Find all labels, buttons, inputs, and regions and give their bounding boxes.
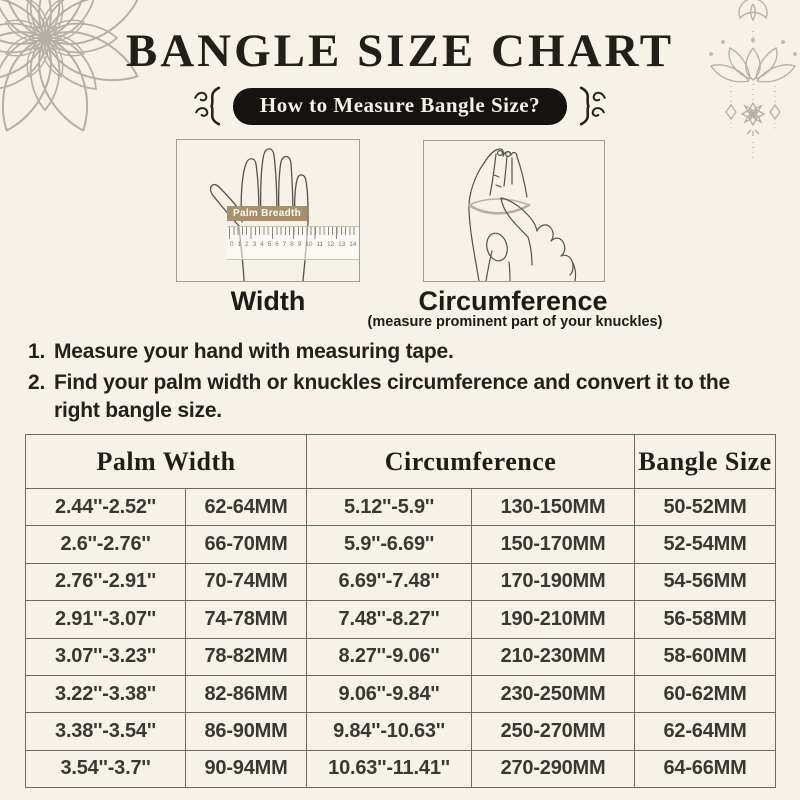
cell: 64-66MM bbox=[635, 750, 776, 787]
table-row bbox=[26, 675, 776, 712]
cell: 190-210MM bbox=[472, 601, 635, 638]
cell: 82-86MM bbox=[186, 675, 307, 712]
ruler-numbers: 0 1 2 3 4 5 6 7 8 9 10 11 12 13 14 bbox=[230, 241, 357, 248]
cell: 3.38''-3.54'' bbox=[26, 713, 186, 750]
cell: 5.9''-6.69'' bbox=[307, 526, 472, 563]
cell: 270-290MM bbox=[472, 750, 635, 787]
cell: 230-250MM bbox=[472, 675, 635, 712]
page-title: BANGLE SIZE CHART bbox=[125, 25, 675, 77]
cell: 5.12''-5.9'' bbox=[307, 489, 472, 526]
flourish-swirl-right-icon bbox=[576, 86, 608, 126]
instruction-number: 2. bbox=[28, 371, 46, 394]
column-header-palm-width: Palm Width bbox=[26, 435, 307, 489]
ruler-ticks-long bbox=[229, 227, 357, 239]
circumference-caption: Circumference bbox=[418, 286, 608, 316]
cell: 7.48''-8.27'' bbox=[307, 601, 472, 638]
cell: 8.27''-9.06'' bbox=[307, 638, 472, 675]
hand-circumference-illustration bbox=[424, 141, 604, 281]
cell: 2.6''-2.76'' bbox=[26, 526, 186, 563]
cell: 58-60MM bbox=[635, 638, 776, 675]
cell: 60-62MM bbox=[635, 675, 776, 712]
cell: 9.84''-10.63'' bbox=[307, 713, 472, 750]
cell: 54-56MM bbox=[635, 563, 776, 600]
cell: 66-70MM bbox=[186, 526, 307, 563]
table-row bbox=[26, 563, 776, 600]
table-row bbox=[26, 489, 776, 526]
cell: 62-64MM bbox=[635, 713, 776, 750]
badge-row bbox=[0, 86, 800, 126]
cell: 56-58MM bbox=[635, 601, 776, 638]
instruction-item-1 bbox=[28, 338, 748, 366]
cell: 9.06''-9.84'' bbox=[307, 675, 472, 712]
table-row bbox=[26, 526, 776, 563]
cell: 50-52MM bbox=[635, 489, 776, 526]
cell: 2.76''-2.91'' bbox=[26, 563, 186, 600]
instruction-text: Find your palm width or knuckles circumference and convert it to the right bangle size. bbox=[54, 371, 731, 422]
width-caption: Width bbox=[230, 286, 306, 316]
cell: 3.07''-3.23'' bbox=[26, 638, 186, 675]
instructions-list bbox=[28, 338, 748, 428]
instruction-text: Measure your hand with measuring tape. bbox=[54, 340, 454, 363]
width-illustration-box bbox=[176, 139, 360, 282]
cell: 210-230MM bbox=[472, 638, 635, 675]
flourish-swirl-left-icon bbox=[192, 86, 224, 126]
ruler bbox=[227, 226, 359, 260]
cell: 250-270MM bbox=[472, 713, 635, 750]
cell: 52-54MM bbox=[635, 526, 776, 563]
circumference-illustration-box bbox=[423, 140, 605, 282]
cell: 78-82MM bbox=[186, 638, 307, 675]
instruction-number: 1. bbox=[28, 340, 46, 363]
table-row bbox=[26, 750, 776, 787]
column-header-circumference: Circumference bbox=[307, 435, 635, 489]
circumference-note: (measure prominent part of your knuckles) bbox=[367, 314, 663, 330]
cell: 6.69''-7.48'' bbox=[307, 563, 472, 600]
cell: 2.44''-2.52'' bbox=[26, 489, 186, 526]
table-row bbox=[26, 601, 776, 638]
palm-breadth-label: Palm Breadth bbox=[227, 206, 307, 221]
cell: 170-190MM bbox=[472, 563, 635, 600]
cell: 10.63''-11.41'' bbox=[307, 750, 472, 787]
column-header-bangle-size: Bangle Size bbox=[635, 435, 776, 489]
cell: 130-150MM bbox=[472, 489, 635, 526]
cell: 3.22''-3.38'' bbox=[26, 675, 186, 712]
cell: 86-90MM bbox=[186, 713, 307, 750]
cell: 62-64MM bbox=[186, 489, 307, 526]
cell: 2.91''-3.07'' bbox=[26, 601, 186, 638]
cell: 74-78MM bbox=[186, 601, 307, 638]
how-to-measure-badge: How to Measure Bangle Size? bbox=[233, 88, 567, 125]
cell: 150-170MM bbox=[472, 526, 635, 563]
table-row bbox=[26, 713, 776, 750]
cell: 3.54''-3.7'' bbox=[26, 750, 186, 787]
cell: 70-74MM bbox=[186, 563, 307, 600]
table-header-row bbox=[26, 435, 776, 489]
instruction-item-2 bbox=[28, 369, 748, 425]
table-row bbox=[26, 638, 776, 675]
cell: 90-94MM bbox=[186, 750, 307, 787]
size-conversion-table bbox=[25, 434, 776, 788]
